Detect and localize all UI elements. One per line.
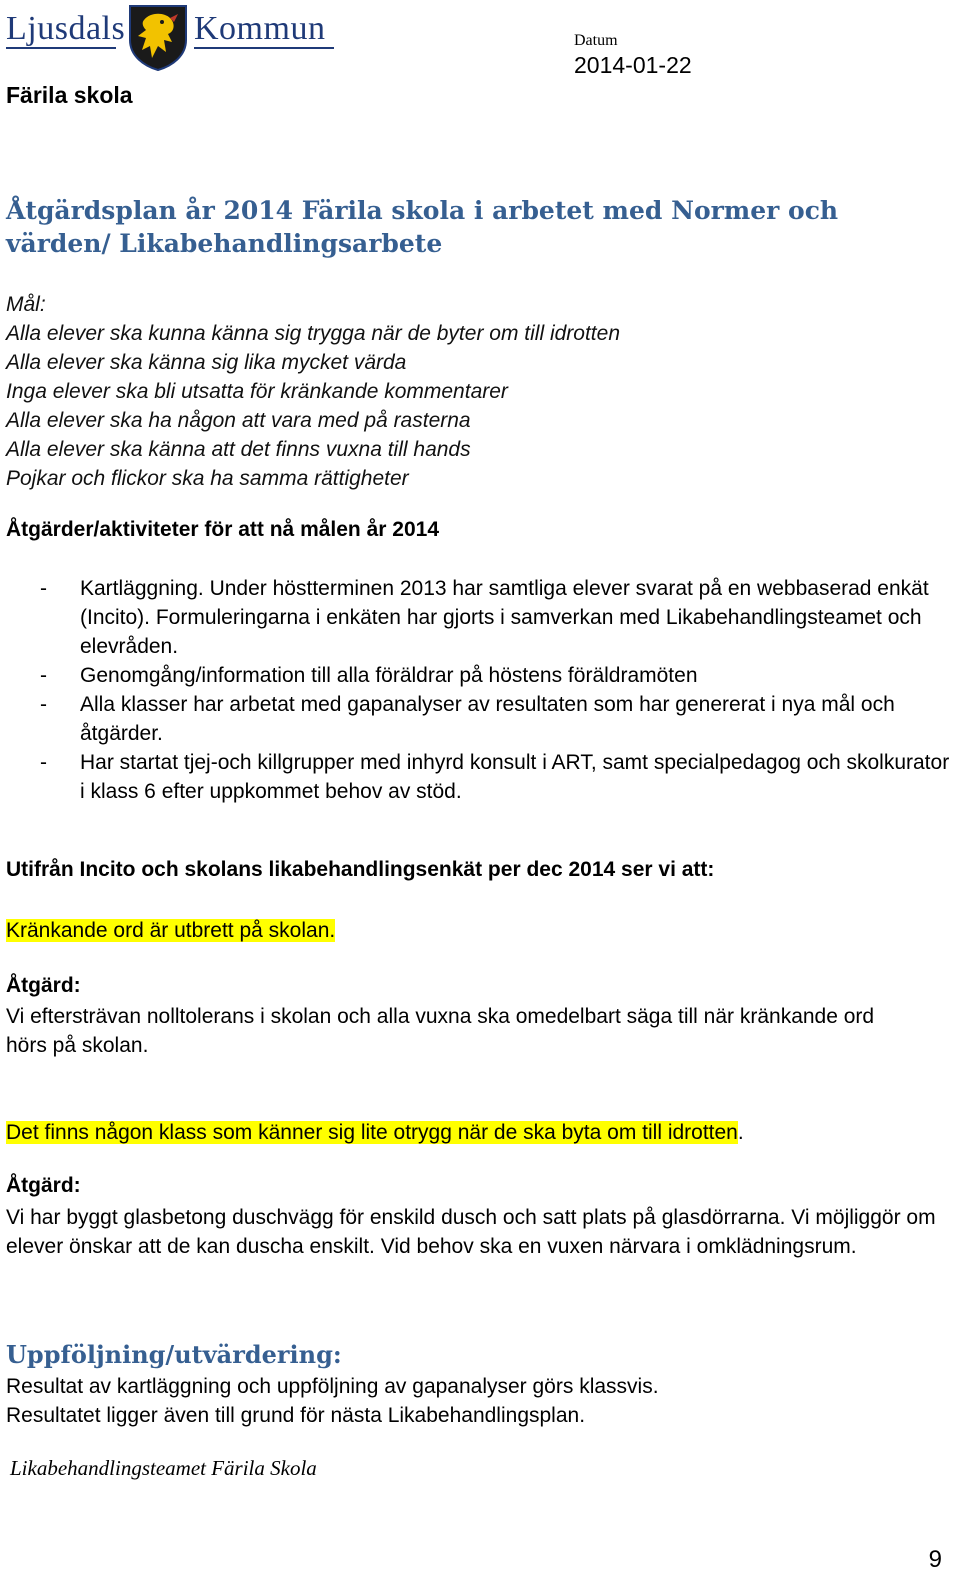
signature: Likabehandlingsteamet Färila Skola (10, 1456, 317, 1480)
finding-2-trailing: . (737, 1121, 744, 1144)
school-name: Färila skola (6, 82, 133, 108)
goal-item: Pojkar och flickor ska ha samma rättigheter (6, 467, 409, 490)
goal-item: Alla elever ska ha någon att vara med på rasterna (6, 409, 471, 432)
list-item-text: Har startat tjej-och killgrupper med inhyrd konsult i ART, samt specialpedagog och skolkurator i klass 6 efter uppkommet behov av stöd. (80, 751, 950, 803)
logo-underline-right (194, 47, 334, 49)
finding-2-highlight: Det finns någon klass som känner sig lite otrygg när de ska byta om till idrotten (6, 1121, 738, 1144)
list-item-text: Alla klasser har arbetat med gapanalyser av resultaten som har genererat i nya mål och åtgärder. (80, 693, 895, 745)
finding-1-highlight: Kränkande ord är utbrett på skolan. (6, 919, 336, 942)
list-item: - Kartläggning. Under höstterminen 2013 har samtliga elever svarat på en webbaserad enkät (Incito). Formuleringarna i enkäten har gjorts i samverkan med Likabehandlingsteamet och elevråden. (40, 577, 929, 658)
finding-2 (6, 1118, 744, 1147)
followup-line: Resultatet ligger även till grund för nästa Likabehandlingsplan. (6, 1404, 586, 1427)
goal-item: Alla elever ska känna att det finns vuxna till hands (6, 438, 471, 461)
findings-heading: Utifrån Incito och skolans likabehandlingsenkät per dec 2014 ser vi att: (6, 858, 715, 881)
list-item: - Har startat tjej-och killgrupper med inhyrd konsult i ART, samt specialpedagog och skolkurator i klass 6 efter uppkommet behov av stöd. (40, 751, 950, 803)
logo-underline-left (6, 47, 116, 49)
followup-heading: Uppföljning/utvärdering: (6, 1340, 342, 1369)
goals-label: Mål: (6, 293, 46, 316)
goal-item: Alla elever ska kunna känna sig trygga när de byter om till idrotten (6, 322, 620, 345)
goals-section (6, 290, 946, 493)
list-item-text: Genomgång/information till alla föräldrar på höstens föräldramöten (80, 664, 698, 687)
finding-2-action-label: Åtgärd: (6, 1174, 81, 1197)
list-item: - Genomgång/information till alla föräldrar på höstens föräldramöten (40, 664, 698, 687)
date-label: Datum (574, 32, 618, 49)
logo-text-right: Kommun (194, 10, 326, 47)
list-item: - Alla klasser har arbetat med gapanalyser av resultaten som har genererat i nya mål och åtgärder. (40, 693, 895, 745)
finding-1-action-label: Åtgärd: (6, 974, 81, 997)
coat-of-arms-icon (126, 2, 190, 72)
actions-list (6, 574, 951, 806)
finding-1 (6, 916, 335, 945)
goal-item: Inga elever ska bli utsatta för kränkande kommentarer (6, 380, 508, 403)
document-title: Åtgärdsplan år 2014 Färila skola i arbetet med Normer och värden/ Likabehandlingsarbete (6, 196, 839, 258)
followup-line: Resultat av kartläggning och uppföljning av gapanalyser görs klassvis. (6, 1375, 659, 1398)
goal-item: Alla elever ska känna sig lika mycket värda (6, 351, 407, 374)
finding-1-action-text: Vi eftersträvan nolltolerans i skolan och alla vuxna ska omedelbart säga till när kränkande ord hörs på skolan. (6, 1005, 875, 1057)
page-number: 9 (928, 1546, 942, 1573)
actions-heading: Åtgärder/aktiviteter för att nå målen år 2014 (6, 518, 440, 541)
logo-text-left: Ljusdals (6, 10, 126, 47)
finding-2-action-text: Vi har byggt glasbetong duschvägg för enskild dusch och satt plats på glasdörrarna. Vi möjliggör om elever önskar att de kan duscha enskilt. Vid behov ska en vuxen närvara i omklädningsrum. (6, 1206, 936, 1258)
list-item-text: Kartläggning. Under höstterminen 2013 har samtliga elever svarat på en webbaserad enkät (Incito). Formuleringarna i enkäten har gjorts i samverkan med Likabehandlingsteamet och elevråden. (80, 577, 929, 658)
municipality-logo (6, 2, 336, 72)
date-value: 2014-01-22 (574, 52, 692, 78)
